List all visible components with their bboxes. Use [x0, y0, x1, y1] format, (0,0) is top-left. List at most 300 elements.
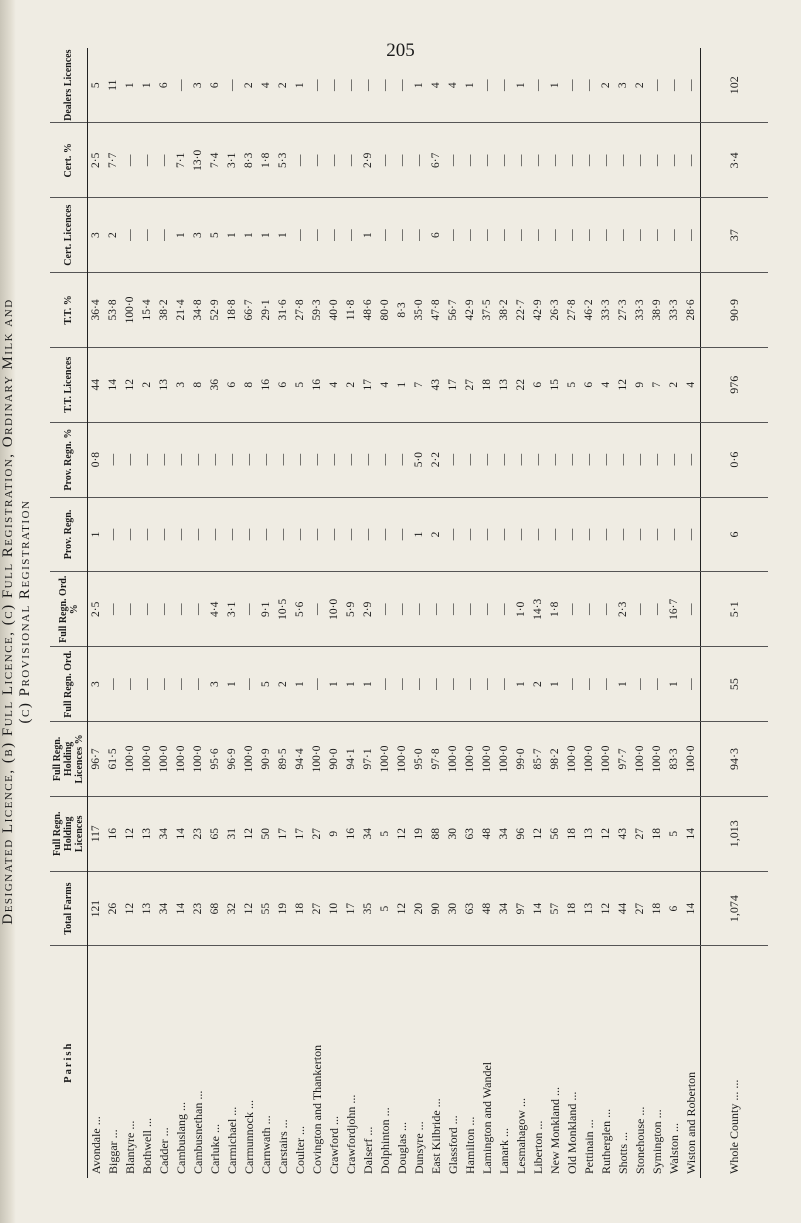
value-cell: — [479, 647, 496, 722]
value-cell: 5·3 [275, 123, 292, 198]
value-cell: 97 [513, 871, 530, 946]
value-cell: 100·0 [649, 722, 666, 797]
value-cell: 18 [564, 796, 581, 871]
value-cell: — [479, 123, 496, 198]
value-cell: 23 [190, 871, 207, 946]
value-cell: 98·2 [547, 722, 564, 797]
value-cell: 17 [275, 796, 292, 871]
value-cell: — [326, 497, 343, 572]
value-cell: 0·8 [88, 422, 106, 497]
value-cell: 100·0 [139, 722, 156, 797]
value-cell: — [598, 198, 615, 273]
column-header: T.T. % [50, 273, 88, 348]
table-row [632, 48, 649, 1178]
value-cell: 100·0 [190, 722, 207, 797]
total-value-cell: 1,013 [701, 796, 769, 871]
value-cell: 2 [598, 48, 615, 123]
value-cell: 63 [462, 871, 479, 946]
value-cell: — [683, 422, 701, 497]
value-cell: 6 [156, 48, 173, 123]
value-cell: 2·9 [360, 572, 377, 647]
value-cell: — [173, 572, 190, 647]
value-cell: — [666, 123, 683, 198]
value-cell: 1 [173, 198, 190, 273]
parish-name-cell: Liberton ... [531, 1120, 545, 1174]
parish-name-cell: Carmunnock ... [242, 1100, 256, 1174]
value-cell: 83·3 [666, 722, 683, 797]
value-cell: — [122, 572, 139, 647]
value-cell: — [445, 422, 462, 497]
value-cell: 1 [139, 48, 156, 123]
value-cell: — [581, 422, 598, 497]
value-cell: 27 [632, 796, 649, 871]
value-cell: 100·0 [683, 722, 701, 797]
parish-name-cell: Crawford ... [327, 1116, 341, 1174]
value-cell: 66·7 [241, 273, 258, 348]
table-row [496, 48, 513, 1178]
parish-name-cell: Cambuslang ... [174, 1102, 188, 1174]
value-cell: — [632, 572, 649, 647]
value-cell: 1·0 [513, 572, 530, 647]
total-value-cell: 55 [701, 647, 769, 722]
value-cell: — [479, 198, 496, 273]
value-cell: 2 [275, 647, 292, 722]
value-cell: 80·0 [377, 273, 394, 348]
value-cell: — [649, 422, 666, 497]
value-cell: — [615, 422, 632, 497]
value-cell: — [139, 572, 156, 647]
value-cell: — [309, 123, 326, 198]
value-cell: 2 [632, 48, 649, 123]
parish-name-cell: Glassford ... [446, 1115, 460, 1174]
value-cell: 13 [581, 871, 598, 946]
column-header: Cert. Licences [50, 198, 88, 273]
parish-name-cell: Wiston and Roberton [684, 1071, 698, 1174]
table-row [241, 48, 258, 1178]
value-cell: 2 [241, 48, 258, 123]
value-cell: 8 [241, 347, 258, 422]
value-cell: 5 [377, 796, 394, 871]
value-cell: — [632, 422, 649, 497]
value-cell: — [649, 647, 666, 722]
value-cell: 14 [683, 796, 701, 871]
parish-name-cell: Shotts ... [616, 1131, 630, 1174]
value-cell: 13 [139, 871, 156, 946]
table-row [173, 48, 190, 1178]
value-cell: — [122, 198, 139, 273]
value-cell: — [530, 198, 547, 273]
value-cell: — [496, 48, 513, 123]
value-cell: 48 [479, 871, 496, 946]
parish-name-cell: Carluke ... [208, 1124, 222, 1174]
value-cell: — [581, 647, 598, 722]
parish-name-cell: Avondale ... [89, 1116, 103, 1174]
value-cell: — [666, 48, 683, 123]
value-cell: 18 [564, 871, 581, 946]
value-cell: 2 [428, 497, 445, 572]
value-cell: 95·6 [207, 722, 224, 797]
value-cell: 27·3 [615, 273, 632, 348]
column-header: Full Regn. Ord. [50, 647, 88, 722]
value-cell: — [513, 497, 530, 572]
value-cell: 1 [513, 48, 530, 123]
value-cell: 13 [581, 796, 598, 871]
parish-name-cell: Old Monkland ... [565, 1091, 579, 1174]
parish-name-cell: East Kilbride ... [429, 1098, 443, 1174]
parish-name-cell: New Monkland ... [548, 1087, 562, 1174]
value-cell: 2·5 [88, 123, 106, 198]
value-cell: 9 [632, 347, 649, 422]
value-cell: — [156, 572, 173, 647]
value-cell: 1 [292, 647, 309, 722]
value-cell: 68 [207, 871, 224, 946]
value-cell: 4 [428, 48, 445, 123]
value-cell: — [632, 497, 649, 572]
table-row [224, 48, 241, 1178]
value-cell: — [139, 198, 156, 273]
value-cell: 121 [88, 871, 106, 946]
value-cell: — [360, 48, 377, 123]
value-cell: 90·0 [326, 722, 343, 797]
value-cell: — [462, 647, 479, 722]
value-cell: 1 [275, 198, 292, 273]
value-cell: — [241, 422, 258, 497]
value-cell: 56 [547, 796, 564, 871]
value-cell: 44 [88, 347, 106, 422]
value-cell: — [292, 497, 309, 572]
value-cell: 16 [309, 347, 326, 422]
value-cell: 100·0 [122, 722, 139, 797]
value-cell: 33·3 [666, 273, 683, 348]
value-cell: — [394, 647, 411, 722]
parish-name-cell: Biggar ... [106, 1129, 120, 1174]
parish-name-cell: Stonehouse ... [633, 1106, 647, 1174]
table-row [309, 48, 326, 1178]
value-cell: — [683, 48, 701, 123]
value-cell: — [326, 198, 343, 273]
value-cell: — [241, 572, 258, 647]
value-cell: 89·5 [275, 722, 292, 797]
value-cell: — [479, 48, 496, 123]
value-cell: 38·2 [156, 273, 173, 348]
value-cell: 2·9 [360, 123, 377, 198]
table-row [207, 48, 224, 1178]
table-row [615, 48, 632, 1178]
value-cell: 14 [105, 347, 122, 422]
value-cell: — [343, 198, 360, 273]
value-cell: — [479, 497, 496, 572]
value-cell: 5 [207, 198, 224, 273]
value-cell: 94·1 [343, 722, 360, 797]
value-cell: — [615, 497, 632, 572]
value-cell: — [581, 497, 598, 572]
value-cell: 35·0 [411, 273, 428, 348]
value-cell: — [530, 48, 547, 123]
value-cell: 3·1 [224, 123, 241, 198]
value-cell: — [649, 48, 666, 123]
table-header-row [50, 48, 88, 1178]
value-cell: — [394, 198, 411, 273]
value-cell: 6 [207, 48, 224, 123]
value-cell: 32 [224, 871, 241, 946]
value-cell: — [309, 48, 326, 123]
value-cell: 14 [530, 871, 547, 946]
value-cell: 3 [190, 198, 207, 273]
value-cell: 23 [190, 796, 207, 871]
total-label-cell: Whole County ... ... [701, 946, 769, 1178]
value-cell: 2 [530, 647, 547, 722]
value-cell: 1 [326, 647, 343, 722]
column-header: Total Farms [50, 871, 88, 946]
total-value-cell: 3·4 [701, 123, 769, 198]
value-cell: 17 [343, 871, 360, 946]
table-row [190, 48, 207, 1178]
value-cell: 12 [598, 796, 615, 871]
value-cell: 6 [581, 347, 598, 422]
value-cell: — [411, 572, 428, 647]
side-caption-line-1: Designated Licence, (b) Full Licence, (c) Full Registration, Ordinary Milk and [0, 298, 16, 925]
value-cell: 56·7 [445, 273, 462, 348]
total-value-cell: 102 [701, 48, 769, 123]
value-cell: 26 [105, 871, 122, 946]
value-cell: 43 [428, 347, 445, 422]
value-cell: — [598, 422, 615, 497]
value-cell: — [394, 497, 411, 572]
value-cell: 36 [207, 347, 224, 422]
value-cell: 7·4 [207, 123, 224, 198]
value-cell: — [530, 497, 547, 572]
value-cell: 3 [173, 347, 190, 422]
value-cell: — [513, 123, 530, 198]
value-cell: 1 [241, 198, 258, 273]
value-cell: 30 [445, 871, 462, 946]
value-cell: 36·4 [88, 273, 106, 348]
value-cell: — [360, 497, 377, 572]
table-row [462, 48, 479, 1178]
value-cell: — [394, 572, 411, 647]
value-cell: — [241, 647, 258, 722]
value-cell: 2·5 [88, 572, 106, 647]
table-row [547, 48, 564, 1178]
value-cell: — [105, 572, 122, 647]
value-cell: 27·8 [564, 273, 581, 348]
value-cell: 1 [224, 198, 241, 273]
value-cell: — [666, 198, 683, 273]
value-cell: — [309, 198, 326, 273]
value-cell: — [173, 497, 190, 572]
column-header: Cert. % [50, 123, 88, 198]
table-row [156, 48, 173, 1178]
value-cell: — [445, 647, 462, 722]
parish-name-cell: Coulter ... [293, 1126, 307, 1174]
value-cell: 12 [530, 796, 547, 871]
value-cell: — [513, 198, 530, 273]
value-cell: 90·9 [258, 722, 275, 797]
value-cell: 1 [88, 497, 106, 572]
value-cell: 1 [360, 198, 377, 273]
value-cell: 2 [666, 347, 683, 422]
value-cell: — [224, 497, 241, 572]
value-cell: 95·0 [411, 722, 428, 797]
value-cell: 50 [258, 796, 275, 871]
value-cell: — [496, 123, 513, 198]
value-cell: — [547, 198, 564, 273]
table-row [377, 48, 394, 1178]
value-cell: — [479, 572, 496, 647]
column-header: T.T. Licences [50, 347, 88, 422]
value-cell: 100·0 [156, 722, 173, 797]
value-cell: — [462, 422, 479, 497]
value-cell: 6 [666, 871, 683, 946]
value-cell: — [649, 198, 666, 273]
value-cell: 27 [462, 347, 479, 422]
value-cell: — [666, 422, 683, 497]
value-cell: — [649, 572, 666, 647]
value-cell: — [190, 572, 207, 647]
table-row [88, 48, 106, 1178]
total-value-cell: 94·3 [701, 722, 769, 797]
value-cell: 15·4 [139, 273, 156, 348]
table-body [88, 48, 769, 1178]
value-cell: 7·7 [105, 123, 122, 198]
value-cell: 4 [598, 347, 615, 422]
value-cell: 52·9 [207, 273, 224, 348]
value-cell: 1 [343, 647, 360, 722]
value-cell: 1·8 [258, 123, 275, 198]
value-cell: 117 [88, 796, 106, 871]
value-cell: 48·6 [360, 273, 377, 348]
value-cell: — [649, 497, 666, 572]
value-cell: 18 [479, 347, 496, 422]
value-cell: 2 [275, 48, 292, 123]
value-cell: — [411, 198, 428, 273]
parish-name-cell: Rutherglen ... [599, 1108, 613, 1174]
value-cell: 96·7 [88, 722, 106, 797]
parish-name-cell: Dolphinton ... [378, 1107, 392, 1174]
value-cell: 9 [326, 796, 343, 871]
value-cell: 63 [462, 796, 479, 871]
value-cell: — [122, 422, 139, 497]
total-value-cell: 5·1 [701, 572, 769, 647]
value-cell: — [309, 647, 326, 722]
value-cell: 2 [139, 347, 156, 422]
value-cell: 5 [564, 347, 581, 422]
value-cell: 2 [343, 347, 360, 422]
value-cell: — [360, 422, 377, 497]
value-cell: 1 [615, 647, 632, 722]
value-cell: — [139, 123, 156, 198]
value-cell: — [615, 198, 632, 273]
value-cell: 5 [666, 796, 683, 871]
table-row [666, 48, 683, 1178]
value-cell: — [292, 198, 309, 273]
parish-name-cell: Dalserf ... [361, 1126, 375, 1174]
parish-name-cell: Lanark ... [497, 1128, 511, 1174]
table-row [122, 48, 139, 1178]
value-cell: 29·1 [258, 273, 275, 348]
value-cell: 18 [649, 871, 666, 946]
value-cell: 27 [309, 871, 326, 946]
value-cell: — [462, 497, 479, 572]
value-cell: 1·8 [547, 572, 564, 647]
value-cell: 97·1 [360, 722, 377, 797]
column-header: Full Regn. Ord. % [50, 572, 88, 647]
value-cell: — [649, 123, 666, 198]
value-cell: 44 [615, 871, 632, 946]
value-cell: — [462, 198, 479, 273]
value-cell: 100·0 [462, 722, 479, 797]
value-cell: — [343, 497, 360, 572]
table-row [683, 48, 701, 1178]
value-cell: — [394, 123, 411, 198]
value-cell: — [292, 422, 309, 497]
value-cell: — [275, 422, 292, 497]
column-header: Full Regn. Holding Licences [50, 796, 88, 871]
value-cell: — [156, 497, 173, 572]
table-row [513, 48, 530, 1178]
table-row [258, 48, 275, 1178]
table-row [479, 48, 496, 1178]
value-cell: — [581, 572, 598, 647]
value-cell: — [377, 48, 394, 123]
value-cell: — [445, 572, 462, 647]
table-row [326, 48, 343, 1178]
value-cell: 5 [292, 347, 309, 422]
value-cell: 12 [122, 796, 139, 871]
value-cell: 27 [309, 796, 326, 871]
value-cell: — [394, 48, 411, 123]
value-cell: 12 [122, 347, 139, 422]
value-cell: — [377, 123, 394, 198]
value-cell: — [173, 647, 190, 722]
value-cell: 1 [394, 347, 411, 422]
total-value-cell: 37 [701, 198, 769, 273]
value-cell: 6·7 [428, 123, 445, 198]
value-cell: — [513, 422, 530, 497]
parish-name-cell: Blantyre ... [123, 1120, 137, 1174]
value-cell: 35 [360, 871, 377, 946]
value-cell: 34 [496, 871, 513, 946]
value-cell: 4 [326, 347, 343, 422]
value-cell: 3 [207, 647, 224, 722]
value-cell: 16·7 [666, 572, 683, 647]
parish-name-cell: Pettinain ... [582, 1119, 596, 1174]
value-cell: 53·8 [105, 273, 122, 348]
value-cell: 12 [598, 871, 615, 946]
value-cell: 100·0 [581, 722, 598, 797]
value-cell: — [581, 198, 598, 273]
value-cell: — [190, 422, 207, 497]
column-header-parish: Parish [50, 946, 88, 1178]
value-cell: — [173, 48, 190, 123]
value-cell: — [598, 497, 615, 572]
value-cell: 18·8 [224, 273, 241, 348]
value-cell: 1 [360, 647, 377, 722]
parish-name-cell: Symington ... [650, 1109, 664, 1174]
value-cell: — [309, 497, 326, 572]
value-cell: — [445, 198, 462, 273]
column-header: Prov. Regn. [50, 497, 88, 572]
value-cell: 2·2 [428, 422, 445, 497]
value-cell: — [207, 497, 224, 572]
value-cell: — [598, 572, 615, 647]
value-cell: 3 [190, 48, 207, 123]
value-cell: 4 [258, 48, 275, 123]
value-cell: 37·5 [479, 273, 496, 348]
value-cell: — [139, 647, 156, 722]
value-cell: — [275, 497, 292, 572]
total-value-cell: 976 [701, 347, 769, 422]
